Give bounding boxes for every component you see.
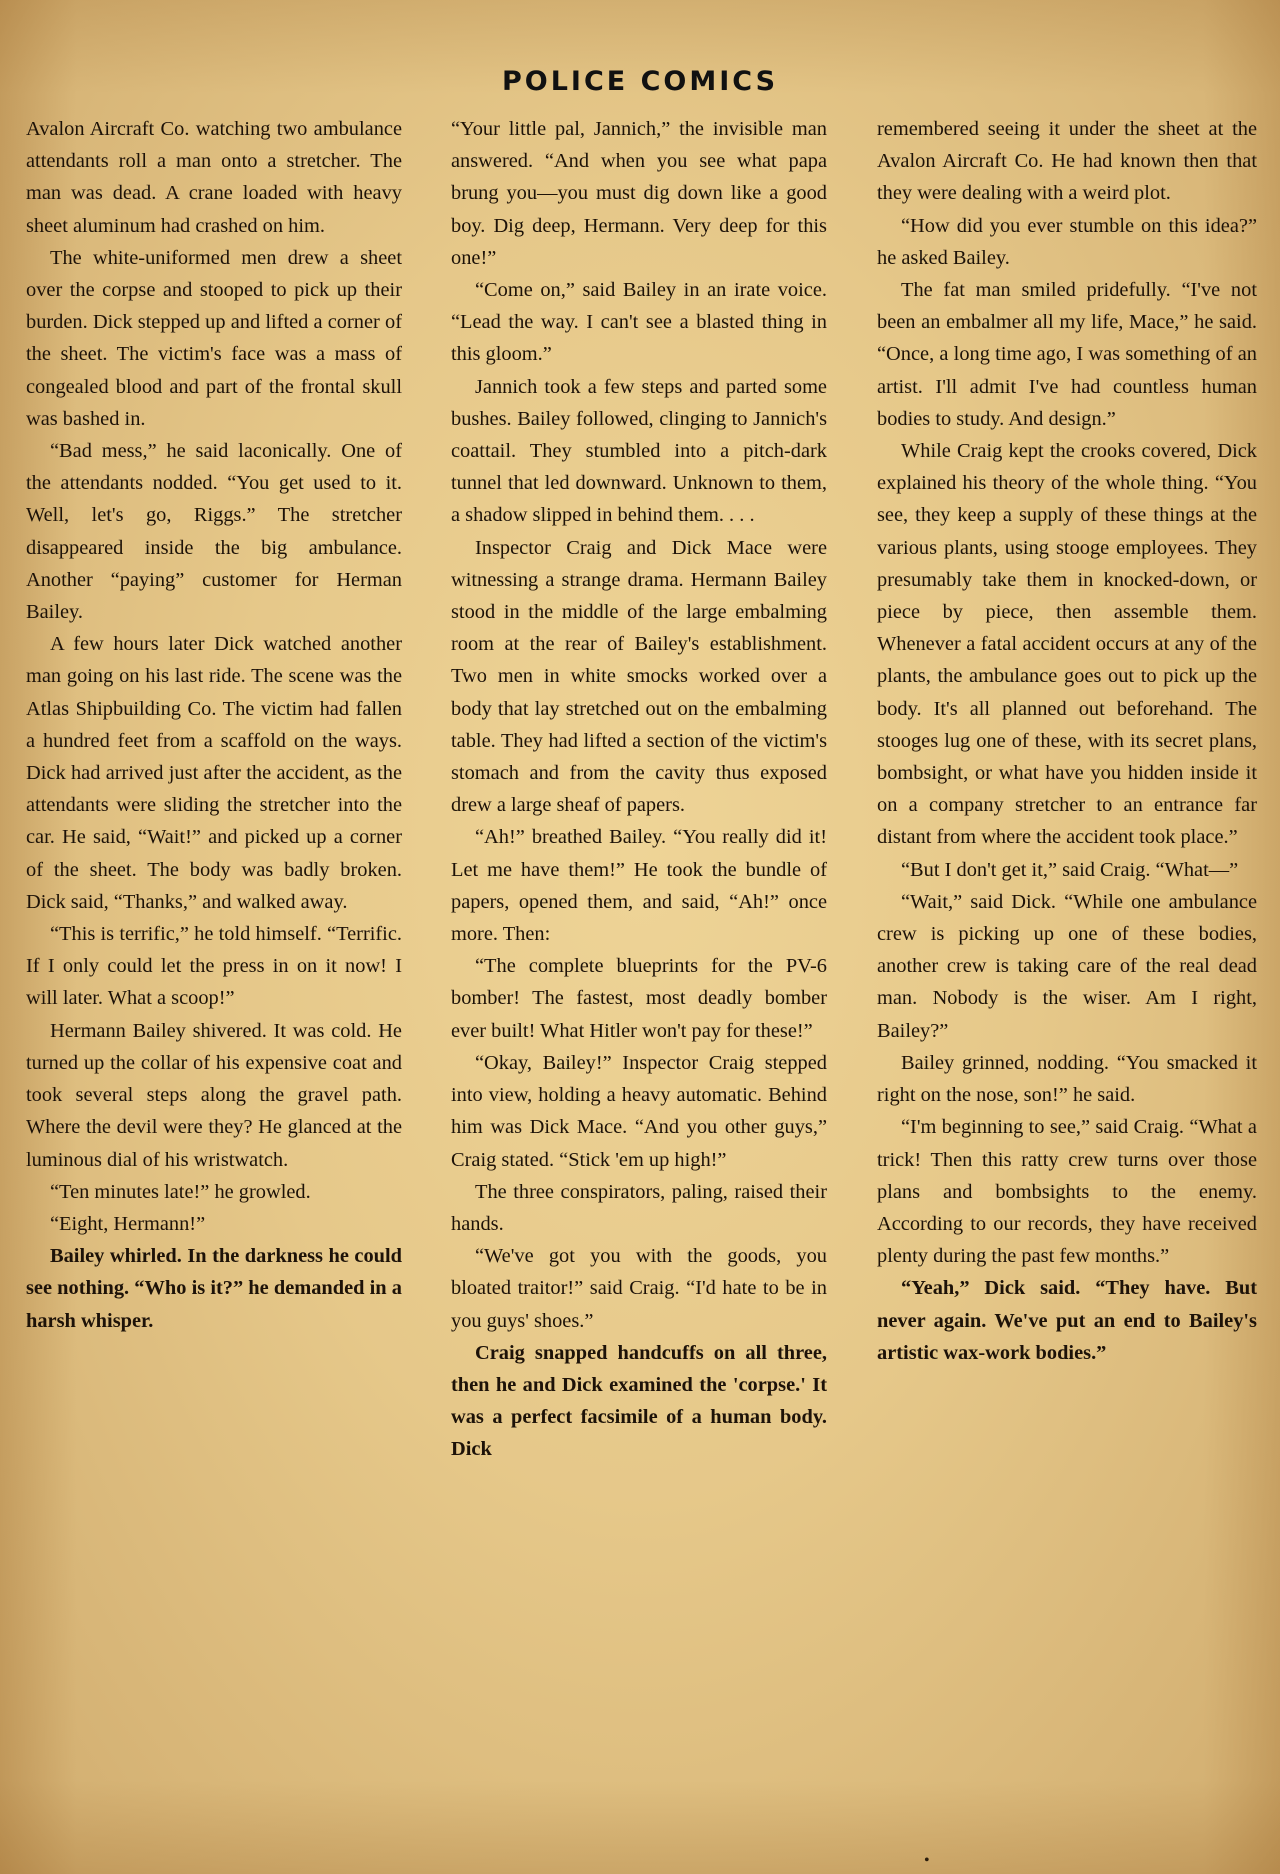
end-mark-icon: • [924,1852,930,1869]
paragraph: Jannich took a few steps and parted some bushes. Bailey followed, clinging to Jannich's coattail. They stumbled into a pitch-dark tunnel that led downward. Unknown to them, a shadow slipped in behind them. . . . [451,375,827,527]
paragraph: Craig snapped handcuffs on all three, then he and Dick examined the 'corpse.' It was a perfect facsimile of a human body. Dick [451,1341,827,1461]
paragraph: “The complete blueprints for the PV-6 bomber! The fastest, most deadly bomber ever built! What Hitler won't pay for these!” [451,955,827,1042]
paragraph: remembered seeing it under the sheet at the Avalon Aircraft Co. He had known then that they were dealing with a weird plot. [877,118,1257,205]
paragraph: Avalon Aircraft Co. watching two ambulance attendants roll a man onto a stretcher. The man was dead. A crane loaded with heavy sheet aluminum had crashed on him. [26,118,402,237]
paragraph: The three conspirators, paling, raised their hands. [451,1180,827,1235]
paragraph: “We've got you with the goods, you bloated traitor!” said Craig. “I'd hate to be in you guys' shoes.” [451,1245,827,1332]
paragraph: “Yeah,” Dick said. “They have. But never again. We've put an end to Bailey's artistic wax-work bodies.” [877,1277,1257,1364]
paragraph: “Okay, Bailey!” Inspector Craig stepped into view, holding a heavy automatic. Behind him was Dick Mace. “And you other guys,” Craig stated. “Stick 'em up high!” [451,1051,827,1171]
paragraph: Hermann Bailey shivered. It was cold. He turned up the collar of his expensive coat and took several steps along the gravel path. Where the devil were they? He glanced at the luminous dial of his wristwatch. [26,1019,402,1171]
paragraph: “This is terrific,” he told himself. “Terrific. If I only could let the press in on it now! I will later. What a scoop!” [26,923,402,1010]
paragraph: While Craig kept the crooks covered, Dick explained his theory of the whole thing. “You see, they keep a supply of these things at the various plants, using stooge employees. They presumably take them in knocked-down, or piece by piece, then assemble them. Whenever a fatal accident occurs at any of the plants, the ambulance goes out to pick up the body. It's all planned out beforehand. The stooges lug one of these, with its secret plans, bombsight, or what have you hidden inside it on a company stretcher to an entrance far distant from where the accident took place.” [877,440,1257,849]
page-header: POLICE COMICS [501,66,779,97]
text-column-3 [877,113,1257,1833]
paragraph: “How did you ever stumble on this idea?” he asked Bailey. [877,214,1257,269]
paragraph: A few hours later Dick watched another man going on his last ride. The scene was the Atlas Shipbuilding Co. The victim had fallen a hundred feet from a scaffold on the ways. Dick had arrived just after the accident, as the attendants were sliding the stretcher into the car. He said, “Wait!” and picked up a corner of the sheet. The body was badly broken. Dick said, “Thanks,” and walked away. [26,633,402,913]
paragraph: “Your little pal, Jannich,” the invisible man answered. “And when you see what papa brung you—you must dig down like a good boy. Dig deep, Hermann. Very deep for this one!” [451,118,827,269]
text-column-1 [26,113,402,1833]
paragraph: “Ten minutes late!” he growled. [50,1180,311,1203]
paragraph: The white-uniformed men drew a sheet over the corpse and stooped to pick up their burden. Dick stepped up and lifted a corner of the sheet. The victim's face was a mass of congealed blood and part of the frontal skull was bashed in. [26,246,402,430]
paragraph: Bailey whirled. In the darkness he could see nothing. “Who is it?” he demanded in a harsh whisper. [26,1245,402,1332]
paragraph: “Eight, Hermann!” [50,1212,206,1235]
paragraph: “But I don't get it,” said Craig. “What—” [901,858,1239,881]
paragraph: “Wait,” said Dick. “While one ambulance crew is picking up one of these bodies, another crew is taking care of the real dead man. Nobody is the wiser. Am I right, Bailey?” [877,890,1257,1042]
paragraph: Bailey grinned, nodding. “You smacked it right on the nose, son!” he said. [877,1051,1257,1107]
text-column-2 [451,113,827,1833]
paragraph: The fat man smiled pridefully. “I've not been an embalmer all my life, Mace,” he said. “Once, a long time ago, I was something of an artist. I'll admit I've had countless human bodies to study. And design.” [877,279,1257,430]
paragraph: “I'm beginning to see,” said Craig. “What a trick! Then this ratty crew turns over those plans and bombsights to the enemy. According to our records, they have received plenty during the past few months.” [877,1116,1257,1268]
paragraph: “Bad mess,” he said laconically. One of the attendants nodded. “You get used to it. Well, let's go, Riggs.” The stretcher disappeared inside the big ambulance. Another “paying” customer for Herman Bailey. [26,440,402,624]
paragraph: Inspector Craig and Dick Mace were witnessing a strange drama. Hermann Bailey stood in the middle of the large embalming room at the rear of Bailey's establishment. Two men in white smocks worked over a body that lay stretched out on the embalming table. They had lifted a section of the victim's stomach and from the cavity thus exposed drew a large sheaf of papers. [451,536,827,817]
paragraph: “Come on,” said Bailey in an irate voice. “Lead the way. I can't see a blasted thing in this gloom.” [451,279,827,366]
paragraph: “Ah!” breathed Bailey. “You really did it! Let me have them!” He took the bundle of papers, opened them, and said, “Ah!” once more. Then: [451,826,827,946]
